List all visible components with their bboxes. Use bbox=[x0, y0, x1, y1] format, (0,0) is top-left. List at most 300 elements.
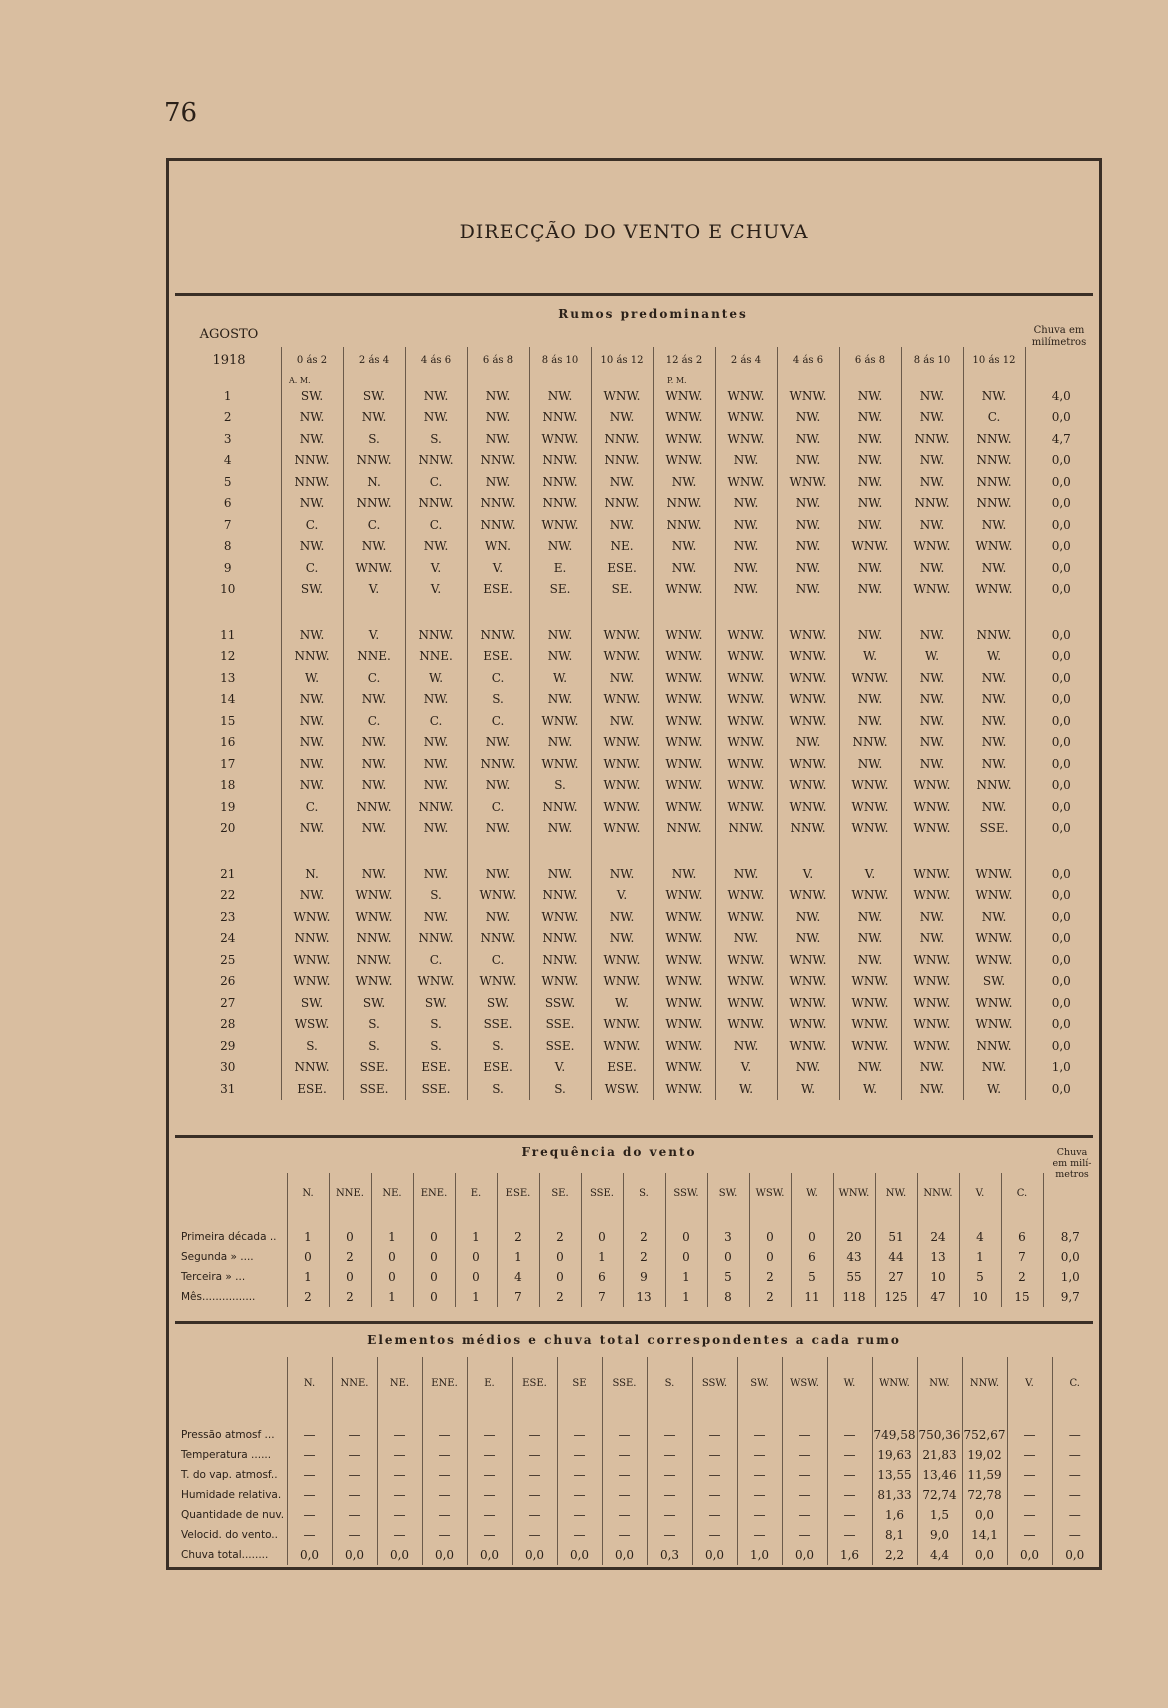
table-row bbox=[175, 667, 1097, 689]
value-cell: — bbox=[737, 1425, 782, 1445]
table-row bbox=[175, 732, 1097, 754]
value-cell: — bbox=[782, 1425, 827, 1445]
rain-cell: 0,0 bbox=[1025, 949, 1097, 971]
direction-cell: S. bbox=[343, 1014, 405, 1036]
direction-cell: NW. bbox=[591, 928, 653, 950]
value-cell: — bbox=[287, 1465, 332, 1485]
direction-cell: NW. bbox=[591, 906, 653, 928]
value-cell: 125 bbox=[875, 1287, 917, 1307]
direction-cell: NW. bbox=[715, 514, 777, 536]
direction-cell: WNW. bbox=[777, 949, 839, 971]
direction-header: C. bbox=[1001, 1173, 1043, 1213]
direction-cell: NW. bbox=[281, 710, 343, 732]
direction-cell: WNW. bbox=[777, 624, 839, 646]
value-cell: 0 bbox=[371, 1267, 413, 1287]
value-cell: 118 bbox=[833, 1287, 875, 1307]
elements-group-title: Elementos médios e chuva total correspondentes a cada rumo bbox=[367, 1333, 901, 1347]
direction-cell: NNW. bbox=[653, 493, 715, 515]
direction-cell: WNW. bbox=[343, 885, 405, 907]
direction-cell: NNW. bbox=[901, 493, 963, 515]
value-cell: 81,33 bbox=[872, 1485, 917, 1505]
value-cell: 0,0 bbox=[602, 1545, 647, 1565]
direction-cell: NW. bbox=[529, 863, 591, 885]
direction-cell: NW. bbox=[343, 407, 405, 429]
direction-cell: V. bbox=[529, 1057, 591, 1079]
value-cell: 8 bbox=[707, 1287, 749, 1307]
direction-cell: WNW. bbox=[529, 971, 591, 993]
value-cell: 0,0 bbox=[467, 1545, 512, 1565]
value-cell: 2 bbox=[287, 1287, 329, 1307]
value-cell: — bbox=[602, 1525, 647, 1545]
direction-cell: NW. bbox=[901, 450, 963, 472]
freq-rain-header: Chuva em milí- metros bbox=[1052, 1147, 1092, 1180]
direction-cell: NW. bbox=[901, 1057, 963, 1079]
direction-cell: WNW. bbox=[715, 992, 777, 1014]
row-label: Humidade relativa. bbox=[181, 1489, 282, 1501]
direction-header: C. bbox=[1052, 1357, 1097, 1409]
direction-cell: WNW. bbox=[591, 971, 653, 993]
value-cell: 27 bbox=[875, 1267, 917, 1287]
value-cell: 0 bbox=[539, 1247, 581, 1267]
day-cell: 4 bbox=[223, 453, 232, 468]
direction-cell: W. bbox=[715, 1078, 777, 1100]
direction-cell: NNW. bbox=[281, 471, 343, 493]
direction-cell: NW. bbox=[901, 928, 963, 950]
direction-cell: NW. bbox=[343, 753, 405, 775]
am-label: A. M. bbox=[289, 376, 311, 385]
period-header: 12 ás 2 bbox=[653, 347, 715, 373]
direction-cell: WNW. bbox=[653, 1035, 715, 1057]
page-title: DIRECÇÃO DO VENTO E CHUVA bbox=[459, 221, 809, 243]
direction-cell: NW. bbox=[467, 385, 529, 407]
direction-cell: NW. bbox=[839, 428, 901, 450]
direction-cell: WNW. bbox=[591, 624, 653, 646]
direction-cell: NNW. bbox=[591, 493, 653, 515]
period-header: 4 ás 6 bbox=[777, 347, 839, 373]
direction-cell: ESE. bbox=[467, 1057, 529, 1079]
value-cell: 15 bbox=[1001, 1287, 1043, 1307]
direction-cell: NW. bbox=[963, 689, 1025, 711]
table-row bbox=[175, 1227, 1097, 1247]
day-cell: 13 bbox=[220, 670, 236, 685]
direction-cell: C. bbox=[467, 710, 529, 732]
direction-cell: NNW. bbox=[529, 885, 591, 907]
value-cell: — bbox=[692, 1485, 737, 1505]
wind-group-title: Rumos predominantes bbox=[558, 307, 748, 321]
value-cell: — bbox=[692, 1505, 737, 1525]
value-cell: 6 bbox=[791, 1247, 833, 1267]
value-cell: — bbox=[467, 1445, 512, 1465]
value-cell: — bbox=[512, 1425, 557, 1445]
direction-cell: WNW. bbox=[467, 885, 529, 907]
direction-cell: NNE. bbox=[343, 646, 405, 668]
direction-cell: NW. bbox=[343, 536, 405, 558]
year-label: 1918 bbox=[212, 353, 246, 368]
direction-cell: WNW. bbox=[591, 1014, 653, 1036]
value-cell: 13 bbox=[623, 1287, 665, 1307]
value-cell: — bbox=[467, 1465, 512, 1485]
value-cell: 0 bbox=[581, 1227, 623, 1247]
direction-cell: NW. bbox=[839, 450, 901, 472]
direction-cell: C. bbox=[281, 514, 343, 536]
table-row bbox=[175, 949, 1097, 971]
direction-cell: WNW. bbox=[715, 1014, 777, 1036]
value-cell: — bbox=[467, 1485, 512, 1505]
direction-cell: WNW. bbox=[591, 689, 653, 711]
rain-cell: 0,0 bbox=[1025, 818, 1097, 840]
direction-cell: N. bbox=[343, 471, 405, 493]
direction-cell: NW. bbox=[405, 407, 467, 429]
value-cell: — bbox=[827, 1445, 872, 1465]
direction-cell: NW. bbox=[963, 796, 1025, 818]
direction-cell: WNW. bbox=[901, 1035, 963, 1057]
day-cell: 25 bbox=[220, 952, 236, 967]
table-row bbox=[175, 471, 1097, 493]
direction-cell: SSE. bbox=[529, 1014, 591, 1036]
table-row bbox=[175, 1425, 1097, 1445]
direction-header: W. bbox=[827, 1357, 872, 1409]
direction-cell: WNW. bbox=[715, 971, 777, 993]
direction-header: SSE. bbox=[602, 1357, 647, 1409]
direction-cell: NW. bbox=[963, 753, 1025, 775]
rain-cell: 0,0 bbox=[1025, 1014, 1097, 1036]
rain-col-header bbox=[1025, 347, 1097, 373]
value-cell: — bbox=[782, 1445, 827, 1465]
value-cell: 21,83 bbox=[917, 1445, 962, 1465]
value-cell: — bbox=[332, 1505, 377, 1525]
direction-header: S. bbox=[623, 1173, 665, 1213]
direction-header: ENE. bbox=[422, 1357, 467, 1409]
value-cell: 2 bbox=[539, 1287, 581, 1307]
value-cell: — bbox=[332, 1445, 377, 1465]
direction-cell: S. bbox=[405, 1035, 467, 1057]
direction-cell: W. bbox=[281, 667, 343, 689]
table-row bbox=[175, 1525, 1097, 1545]
rain-cell: 0,0 bbox=[1025, 667, 1097, 689]
row-label: Velocid. do vento.. bbox=[181, 1529, 278, 1541]
rain-cell: 0,0 bbox=[1025, 514, 1097, 536]
direction-cell: NNW. bbox=[529, 450, 591, 472]
table-row bbox=[175, 1035, 1097, 1057]
direction-header: SSE. bbox=[581, 1173, 623, 1213]
direction-cell: NW. bbox=[901, 514, 963, 536]
value-cell: — bbox=[1007, 1485, 1052, 1505]
value-cell: — bbox=[647, 1445, 692, 1465]
direction-cell: NW. bbox=[901, 667, 963, 689]
value-cell: 2 bbox=[1001, 1267, 1043, 1287]
value-cell: 750,36 bbox=[917, 1425, 962, 1445]
direction-cell: WN. bbox=[467, 536, 529, 558]
direction-cell: C. bbox=[343, 667, 405, 689]
direction-header: W. bbox=[791, 1173, 833, 1213]
direction-cell: NNW. bbox=[529, 949, 591, 971]
direction-cell: NW. bbox=[777, 579, 839, 601]
value-cell: 1 bbox=[287, 1227, 329, 1247]
page-number: 76 bbox=[164, 98, 198, 128]
value-cell: — bbox=[1007, 1425, 1052, 1445]
rain-cell: 0,0 bbox=[1025, 796, 1097, 818]
direction-cell: NNW. bbox=[901, 428, 963, 450]
value-cell: 2 bbox=[329, 1287, 371, 1307]
direction-cell: WNW. bbox=[529, 710, 591, 732]
value-cell: 2,2 bbox=[872, 1545, 917, 1565]
period-header: 10 ás 12 bbox=[963, 347, 1025, 373]
direction-cell: WNW. bbox=[591, 385, 653, 407]
value-cell: — bbox=[647, 1485, 692, 1505]
row-label: Pressão atmosf ... bbox=[181, 1429, 275, 1441]
value-cell: 0,0 bbox=[332, 1545, 377, 1565]
period-header: 4 ás 6 bbox=[405, 347, 467, 373]
direction-cell: WSW. bbox=[281, 1014, 343, 1036]
direction-header: SW. bbox=[737, 1357, 782, 1409]
direction-cell: WNW. bbox=[343, 971, 405, 993]
value-cell: 19,63 bbox=[872, 1445, 917, 1465]
direction-cell: SE. bbox=[529, 579, 591, 601]
direction-cell: WNW. bbox=[653, 796, 715, 818]
value-cell: — bbox=[512, 1445, 557, 1465]
period-header: 10 ás 12 bbox=[591, 347, 653, 373]
direction-cell: NW. bbox=[343, 863, 405, 885]
direction-cell: NW. bbox=[839, 385, 901, 407]
value-cell: 6 bbox=[1001, 1227, 1043, 1247]
direction-cell: WNW. bbox=[777, 775, 839, 797]
value-cell: 0 bbox=[413, 1247, 455, 1267]
value-cell: 0,0 bbox=[1043, 1247, 1097, 1267]
value-cell: — bbox=[287, 1525, 332, 1545]
direction-cell: WNW. bbox=[963, 536, 1025, 558]
rain-cell: 0,0 bbox=[1025, 646, 1097, 668]
period-header: 2 ás 4 bbox=[343, 347, 405, 373]
direction-cell: NW. bbox=[715, 450, 777, 472]
direction-cell: W. bbox=[405, 667, 467, 689]
direction-header: NE. bbox=[377, 1357, 422, 1409]
value-cell: 0 bbox=[413, 1227, 455, 1247]
value-cell: 0 bbox=[791, 1227, 833, 1247]
direction-cell: NW. bbox=[281, 732, 343, 754]
table-row bbox=[175, 1465, 1097, 1485]
direction-cell: NNW. bbox=[777, 818, 839, 840]
direction-cell: WNW. bbox=[715, 428, 777, 450]
direction-cell: WNW. bbox=[715, 689, 777, 711]
value-cell: — bbox=[782, 1485, 827, 1505]
direction-cell: WNW. bbox=[715, 624, 777, 646]
value-cell: — bbox=[827, 1465, 872, 1485]
table-row bbox=[175, 906, 1097, 928]
direction-cell: NW. bbox=[529, 689, 591, 711]
period-header: 8 ás 10 bbox=[529, 347, 591, 373]
direction-cell: WNW. bbox=[901, 971, 963, 993]
direction-cell: ESE. bbox=[467, 646, 529, 668]
table-row bbox=[175, 710, 1097, 732]
direction-cell: NW. bbox=[343, 689, 405, 711]
value-cell: — bbox=[332, 1465, 377, 1485]
direction-cell: WNW. bbox=[653, 407, 715, 429]
value-cell: 2 bbox=[497, 1227, 539, 1247]
day-cell: 19 bbox=[220, 799, 236, 814]
direction-cell: NW. bbox=[901, 624, 963, 646]
direction-cell: NW. bbox=[963, 906, 1025, 928]
direction-cell: NNW. bbox=[405, 493, 467, 515]
day-cell: 15 bbox=[220, 713, 236, 728]
rain-cell: 1,0 bbox=[1025, 1057, 1097, 1079]
day-cell: 26 bbox=[220, 974, 236, 989]
day-cell: 3 bbox=[223, 431, 232, 446]
value-cell: 1 bbox=[455, 1227, 497, 1247]
direction-cell: WNW. bbox=[653, 450, 715, 472]
value-cell: 0 bbox=[455, 1247, 497, 1267]
value-cell: — bbox=[377, 1425, 422, 1445]
day-cell: 24 bbox=[220, 931, 236, 946]
value-cell: 0,0 bbox=[782, 1545, 827, 1565]
direction-cell: C. bbox=[467, 949, 529, 971]
direction-cell: WNW. bbox=[963, 992, 1025, 1014]
direction-cell: WNW. bbox=[653, 579, 715, 601]
value-cell: 1 bbox=[497, 1247, 539, 1267]
day-cell: 21 bbox=[220, 866, 236, 881]
table-row bbox=[175, 579, 1097, 601]
direction-cell: NNW. bbox=[467, 450, 529, 472]
header-blank bbox=[175, 347, 281, 373]
direction-header: SE bbox=[557, 1357, 602, 1409]
rain-cell: 0,0 bbox=[1025, 536, 1097, 558]
table-row bbox=[175, 1078, 1097, 1100]
spacer-row bbox=[175, 839, 1097, 863]
day-cell: 11 bbox=[220, 627, 236, 642]
direction-header: NW. bbox=[875, 1173, 917, 1213]
value-cell: 0,0 bbox=[512, 1545, 557, 1565]
direction-header: V. bbox=[959, 1173, 1001, 1213]
direction-cell: WNW. bbox=[591, 732, 653, 754]
value-cell: 1,0 bbox=[737, 1545, 782, 1565]
value-cell: — bbox=[1007, 1445, 1052, 1465]
value-cell: 749,58 bbox=[872, 1425, 917, 1445]
value-cell: 5 bbox=[959, 1267, 1001, 1287]
direction-cell: SE. bbox=[591, 579, 653, 601]
rain-cell: 0,0 bbox=[1025, 579, 1097, 601]
direction-cell: WNW. bbox=[715, 775, 777, 797]
value-cell: 0 bbox=[539, 1267, 581, 1287]
direction-cell: NW. bbox=[839, 407, 901, 429]
direction-cell: NNW. bbox=[405, 796, 467, 818]
divider bbox=[175, 1321, 1093, 1324]
value-cell: 13,46 bbox=[917, 1465, 962, 1485]
direction-cell: NNW. bbox=[963, 1035, 1025, 1057]
direction-cell: WNW. bbox=[839, 885, 901, 907]
value-cell: — bbox=[557, 1425, 602, 1445]
direction-cell: WNW. bbox=[653, 646, 715, 668]
direction-cell: NW. bbox=[901, 1078, 963, 1100]
row-label: Temperatura ...... bbox=[181, 1449, 272, 1461]
value-cell: 13 bbox=[917, 1247, 959, 1267]
direction-cell: NNW. bbox=[405, 928, 467, 950]
value-cell: — bbox=[512, 1465, 557, 1485]
day-cell: 22 bbox=[220, 888, 236, 903]
direction-cell: NW. bbox=[901, 689, 963, 711]
rain-col-header bbox=[1043, 1173, 1097, 1213]
direction-cell: NNW. bbox=[281, 646, 343, 668]
rain-cell: 0,0 bbox=[1025, 906, 1097, 928]
day-cell: 18 bbox=[220, 778, 236, 793]
value-cell: — bbox=[602, 1505, 647, 1525]
direction-cell: NW. bbox=[405, 818, 467, 840]
direction-cell: NNW. bbox=[343, 928, 405, 950]
value-cell: — bbox=[377, 1485, 422, 1505]
direction-cell: NNW. bbox=[963, 775, 1025, 797]
value-cell: 11 bbox=[791, 1287, 833, 1307]
direction-cell: WNW. bbox=[405, 971, 467, 993]
direction-cell: V. bbox=[777, 863, 839, 885]
divider bbox=[175, 293, 1093, 296]
value-cell: — bbox=[602, 1445, 647, 1465]
direction-cell: WNW. bbox=[839, 536, 901, 558]
direction-header: SSW. bbox=[692, 1357, 737, 1409]
direction-cell: C. bbox=[467, 796, 529, 818]
direction-cell: NNW. bbox=[529, 471, 591, 493]
row-label: Mês................ bbox=[181, 1291, 256, 1303]
direction-cell: NW. bbox=[963, 667, 1025, 689]
direction-cell: V. bbox=[405, 579, 467, 601]
value-cell: — bbox=[422, 1505, 467, 1525]
direction-cell: NNW. bbox=[467, 514, 529, 536]
direction-header: ESE. bbox=[497, 1173, 539, 1213]
direction-cell: NW. bbox=[343, 775, 405, 797]
direction-cell: NNW. bbox=[963, 428, 1025, 450]
value-cell: 1,6 bbox=[827, 1545, 872, 1565]
direction-cell: WNW. bbox=[901, 579, 963, 601]
table-row bbox=[175, 407, 1097, 429]
row-label: Primeira década .. bbox=[181, 1231, 277, 1243]
direction-cell: WNW. bbox=[715, 646, 777, 668]
direction-cell: NNW. bbox=[963, 450, 1025, 472]
rain-cell: 4,0 bbox=[1025, 385, 1097, 407]
direction-cell: NW. bbox=[529, 385, 591, 407]
table-row bbox=[175, 971, 1097, 993]
direction-cell: NW. bbox=[281, 428, 343, 450]
direction-header: SE. bbox=[539, 1173, 581, 1213]
direction-cell: WNW. bbox=[281, 971, 343, 993]
direction-cell: WNW. bbox=[467, 971, 529, 993]
direction-cell: NW. bbox=[591, 667, 653, 689]
value-cell: 72,78 bbox=[962, 1485, 1007, 1505]
direction-cell: W. bbox=[777, 1078, 839, 1100]
table-row bbox=[175, 1485, 1097, 1505]
value-cell: — bbox=[557, 1485, 602, 1505]
direction-cell: NW. bbox=[591, 863, 653, 885]
direction-cell: WNW. bbox=[653, 689, 715, 711]
pm-label: P. M. bbox=[667, 376, 687, 385]
direction-cell: WNW. bbox=[777, 710, 839, 732]
direction-cell: S. bbox=[405, 428, 467, 450]
month-label: AGOSTO bbox=[199, 327, 259, 342]
direction-cell: NW. bbox=[653, 471, 715, 493]
direction-cell: V. bbox=[591, 885, 653, 907]
direction-cell: NW. bbox=[591, 710, 653, 732]
direction-header: S. bbox=[647, 1357, 692, 1409]
direction-cell: SSE. bbox=[529, 1035, 591, 1057]
direction-cell: NW. bbox=[591, 407, 653, 429]
direction-cell: WNW. bbox=[653, 992, 715, 1014]
direction-cell: NNW. bbox=[591, 428, 653, 450]
period-header: 6 ás 8 bbox=[467, 347, 529, 373]
direction-cell: NW. bbox=[467, 732, 529, 754]
direction-cell: WNW. bbox=[777, 667, 839, 689]
direction-cell: NW. bbox=[901, 385, 963, 407]
day-cell: 17 bbox=[220, 756, 236, 771]
direction-cell: W. bbox=[963, 1078, 1025, 1100]
direction-cell: WNW. bbox=[715, 949, 777, 971]
value-cell: 55 bbox=[833, 1267, 875, 1287]
direction-header: V. bbox=[1007, 1357, 1052, 1409]
